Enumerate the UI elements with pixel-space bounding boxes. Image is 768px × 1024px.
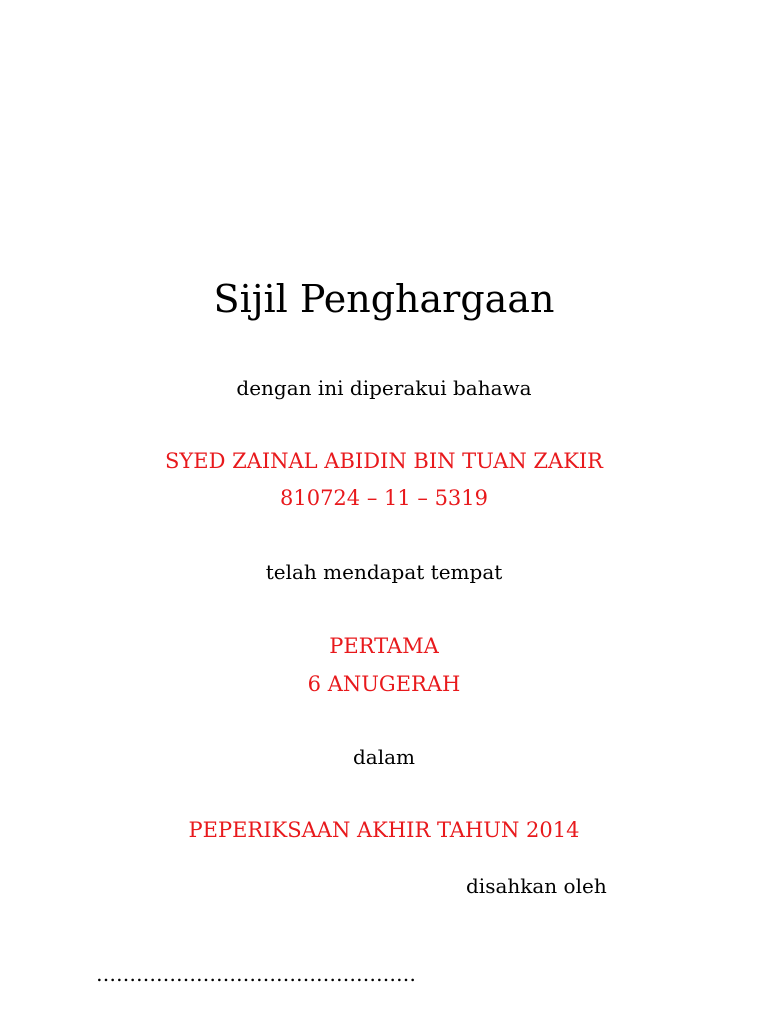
certificate-title: Sijil Penghargaan (213, 277, 555, 321)
placement-text: PERTAMA (329, 634, 439, 658)
recipient-id: 810724 – 11 – 5319 (279, 486, 489, 510)
signature-line: ………………………………………… (96, 962, 416, 986)
achievement-intro: telah mendapat tempat (265, 560, 503, 584)
context-intro: dalam (352, 745, 415, 769)
intro-text: dengan ini diperakui bahawa (236, 376, 532, 400)
recipient-name: SYED ZAINAL ABIDIN BIN TUAN ZAKIR (165, 449, 603, 473)
endorsement-text: disahkan oleh (466, 874, 607, 898)
awards-text: 6 ANUGERAH (307, 672, 461, 696)
event-name: PEPERIKSAAN AKHIR TAHUN 2014 (188, 818, 580, 842)
